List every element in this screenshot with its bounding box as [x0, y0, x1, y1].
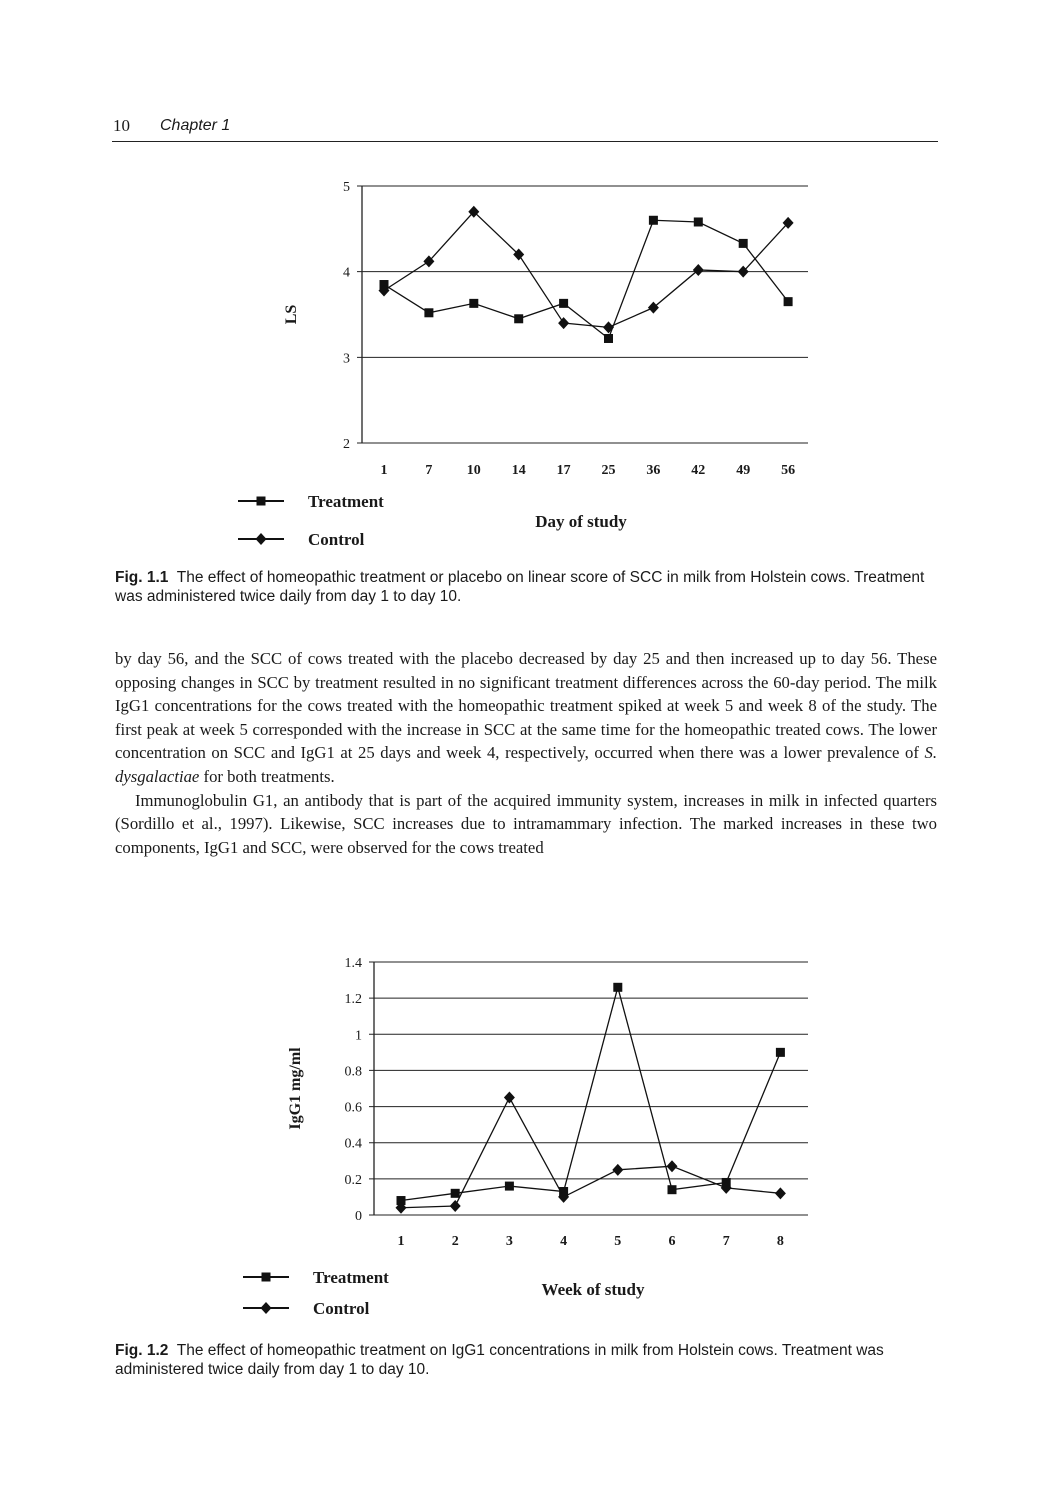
x-tick-label: 3 — [505, 1234, 513, 1249]
legend-square-icon — [262, 1273, 271, 1282]
data-point-treatment — [649, 216, 658, 225]
data-point-control — [775, 1187, 786, 1199]
x-tick-label: 49 — [736, 463, 751, 478]
data-point-treatment — [776, 1048, 785, 1057]
y-tick-label: 1.4 — [344, 956, 362, 971]
figure-1-1-caption-label: Fig. 1.1 — [115, 569, 169, 586]
series-line-treatment — [384, 220, 788, 338]
figure-1-2-caption-label: Fig. 1.2 — [115, 1342, 169, 1359]
running-head-chapter: Chapter 1 — [160, 117, 231, 134]
y-tick-label: 0.8 — [344, 1064, 362, 1080]
y-tick-label: 5 — [343, 180, 350, 195]
page-number: 10 — [113, 116, 130, 135]
x-axis-label: Day of study — [535, 512, 627, 531]
paragraph-2: Immunoglobulin G1, an antibody that is part of the acquired immunity system, increases in milk in infected quarters (Sordillo et al., 1997). Likewise, SCC increases due to intramammary infection. The marked increases in these two components, IgG1 and SCC, were observed for the cows treated — [115, 790, 937, 857]
figure-1-2-line-chart — [0, 945, 1050, 1330]
data-point-treatment — [514, 314, 523, 323]
data-point-control — [558, 317, 569, 329]
data-point-treatment — [694, 217, 703, 226]
species-name: S. dysgalactiae — [115, 743, 937, 786]
legend-diamond-icon — [256, 533, 267, 545]
y-tick-label: 0.2 — [344, 1172, 362, 1188]
x-tick-label: 36 — [646, 463, 661, 478]
x-tick-label: 7 — [722, 1234, 730, 1249]
y-tick-label: 2 — [343, 437, 350, 452]
data-point-treatment — [668, 1185, 677, 1194]
x-tick-label: 17 — [556, 463, 571, 478]
data-point-treatment — [613, 983, 622, 992]
data-point-treatment — [451, 1189, 460, 1198]
paragraph-1-end: for both treatments. — [203, 766, 335, 786]
data-point-control — [504, 1092, 515, 1104]
legend-diamond-icon — [261, 1302, 272, 1314]
data-point-control — [648, 302, 659, 314]
y-axis-label: LS — [283, 304, 300, 325]
x-tick-label: 8 — [776, 1234, 784, 1249]
data-point-control — [693, 264, 704, 276]
legend-square-icon — [257, 497, 266, 506]
x-tick-label: 7 — [425, 463, 433, 478]
data-point-treatment — [424, 308, 433, 317]
legend-label: Treatment — [313, 1268, 389, 1287]
header-rule — [112, 141, 938, 142]
data-point-treatment — [604, 334, 613, 343]
x-tick-label: 2 — [451, 1234, 459, 1249]
data-point-treatment — [784, 297, 793, 306]
data-point-control — [667, 1160, 678, 1172]
x-tick-label: 1 — [397, 1234, 405, 1249]
y-tick-label: 3 — [343, 351, 350, 367]
y-tick-label: 1.2 — [344, 992, 362, 1008]
y-tick-label: 4 — [343, 265, 350, 281]
x-tick-label: 6 — [668, 1234, 676, 1249]
legend-label: Control — [308, 530, 365, 549]
x-tick-label: 14 — [511, 463, 526, 478]
series-line-treatment — [401, 987, 780, 1200]
y-tick-label: 0 — [355, 1209, 362, 1224]
data-point-control — [603, 321, 614, 333]
figure-1-1-caption-text: The effect of homeopathic treatment or placebo on linear score of SCC in milk from Holstein cows. Treatment was administered twice daily from day 1 to day 10. — [115, 569, 925, 605]
data-point-treatment — [505, 1182, 514, 1191]
body-text — [115, 647, 937, 859]
data-point-control — [612, 1164, 623, 1176]
x-axis-label: Week of study — [541, 1280, 645, 1299]
x-tick-label: 10 — [466, 463, 481, 478]
data-point-treatment — [469, 299, 478, 308]
data-point-treatment — [559, 299, 568, 308]
legend-label: Treatment — [308, 492, 384, 511]
y-tick-label: 1 — [355, 1028, 362, 1044]
x-tick-label: 1 — [380, 463, 388, 478]
figure-1-1-line-chart — [0, 170, 1050, 565]
paragraph-1-text: by day 56, and the SCC of cows treated with the placebo decreased by day 25 and then increased up to day 56. These opposing changes in SCC by treatment resulted in no significant treatment differences across the 60-day period. The milk IgG1 concentrations for the cows treated with the homeopathic treatment spiked at week 5 and week 8 of the study. The first peak at week 5 corresponded with the increase in SCC at the same time for the homeopathic treated cows. The lower concentration on SCC and IgG1 at 25 days and week 4, respectively, occurred when there was a lower prevalence of — [115, 649, 937, 763]
y-tick-label: 0.4 — [344, 1136, 362, 1152]
x-tick-label: 5 — [614, 1234, 622, 1249]
x-tick-label: 25 — [601, 463, 616, 478]
figure-1-2-caption-text: The effect of homeopathic treatment on IgG1 concentrations in milk from Holstein cows. Treatment was administered twice daily from day 1 to day 10. — [115, 1342, 884, 1378]
legend-label: Control — [313, 1299, 370, 1318]
x-tick-label: 42 — [691, 463, 706, 478]
y-tick-label: 0.6 — [344, 1100, 362, 1116]
y-axis-label: IgG1 mg/ml — [287, 1047, 304, 1130]
x-tick-label: 4 — [560, 1234, 568, 1249]
figure-1-2-caption — [115, 1341, 945, 1379]
data-point-control — [450, 1200, 461, 1212]
figure-1-1-caption — [115, 568, 945, 606]
data-point-treatment — [739, 239, 748, 248]
paragraph-1 — [115, 647, 937, 789]
x-tick-label: 56 — [781, 463, 796, 478]
